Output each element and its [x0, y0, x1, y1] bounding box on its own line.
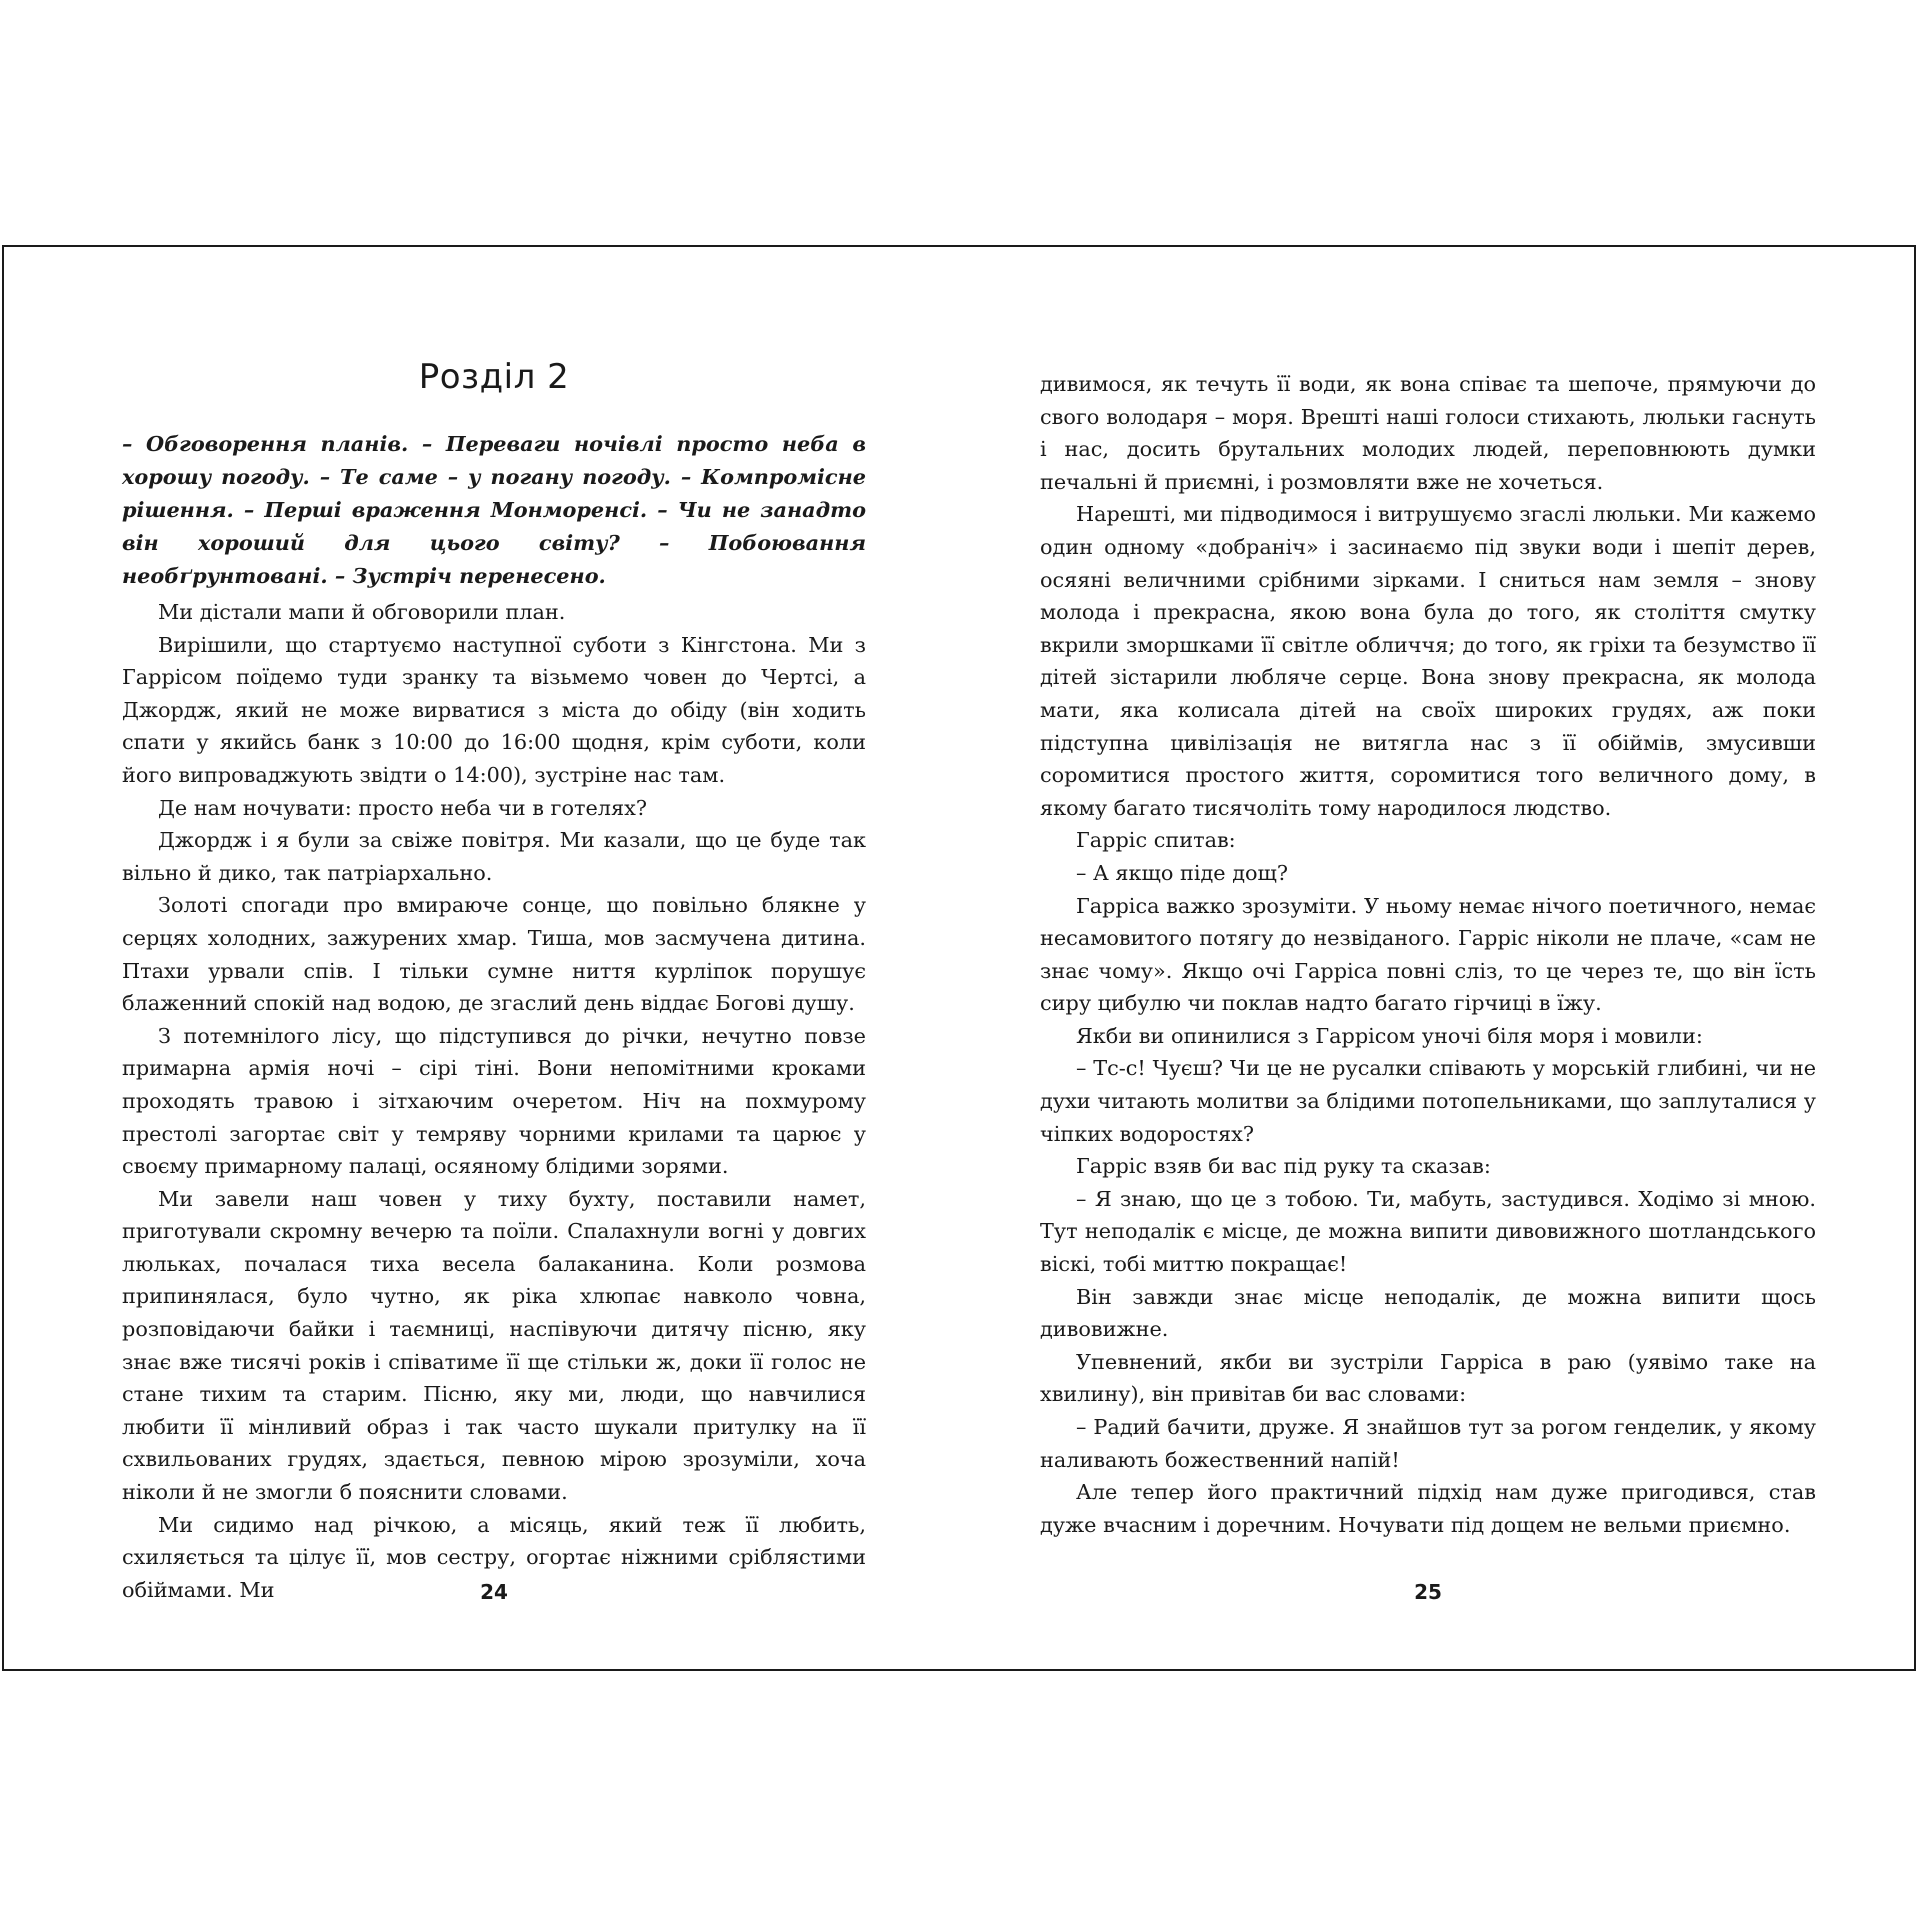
- chapter-summary: – Обговорення планів. – Переваги ночівлі просто неба в хорошу погоду. – Те саме – у погану погоду. – Компромісне рішення. – Перші враження Монморенсі. – Чи не занадто він хороший для цього світу? – Побоювання необґрунтовані. – Зустріч перенесено.: [122, 431, 866, 588]
- paragraph: – Тс-с! Чуєш? Чи це не русалки співають у морській глибині, чи не духи читають молитви за блідими потопельниками, що заплуталися у чіпких водоростях?: [1040, 1056, 1816, 1146]
- paragraph: Ми завели наш човен у тиху бухту, поставили намет, приготували скромну вечерю та поїли. Спалахнули вогні у довгих люльках, почалася тиха весела балаканина. Коли розмова припинялася, було чутно, як ріка хлюпає навколо човна, розповідаючи байки і таємниці, наспівуючи дитячу пісню, яку знає вже тисячі років і співатиме її ще стільки ж, доки її голос не стане тихим та старим. Пісню, яку ми, люди, що навчилися любити її мінливий образ і так часто шукали притулку на її схвильованих грудях, здається, певною мірою зрозуміли, хоча ніколи й не змогли б пояснити словами.: [122, 1186, 866, 1505]
- paragraph: Ми сидимо над річкою, а місяць, який теж її любить, схиляється та цілує її, мов сестру, огортає ніжними сріблястими обіймами. Ми: [122, 1512, 866, 1602]
- paragraph: – Я знаю, що це з тобою. Ти, мабуть, застудився. Ходімо зі мною. Тут неподалік є місце, де можна випити дивовижного шотландського віскі, тобі миттю покращає!: [1040, 1186, 1816, 1277]
- right-page-body: [1040, 368, 1816, 1541]
- page-number-left: 24: [480, 1580, 508, 1604]
- paragraph: Гарріс взяв би вас під руку та сказав:: [1076, 1154, 1491, 1179]
- paragraph: Гарріса важко зрозуміти. У ньому немає нічого поетичного, немає несамовитого потягу до незвіданого. Гарріс ніколи не плаче, «сам не знає чому». Якщо очі Гарріса повні сліз, то це через те, що він їсть сиру цибулю чи поклав надто багато гірчиці в їжу.: [1040, 893, 1816, 1016]
- chapter-title: Розділ 2: [418, 357, 570, 397]
- paragraph: дивимося, як течуть її води, як вона співає та шепоче, прямуючи до свого володаря – моря. Врешті наші голоси стихають, люльки гаснуть і нас, досить брутальних молодих людей, переповнюють думки печальні й приємні, і розмовляти вже не хочеться.: [1040, 372, 1816, 494]
- paragraph: – А якщо піде дощ?: [1076, 860, 1289, 885]
- paragraph: Гарріс спитав:: [1076, 828, 1236, 853]
- left-page: [122, 247, 866, 1669]
- left-page-body: [122, 596, 866, 1606]
- paragraph: Джордж і я були за свіже повітря. Ми казали, що це буде так вільно й дико, так патріархально.: [122, 828, 866, 885]
- paragraph: З потемнілого лісу, що підступився до річки, нечутно повзе примарна армія ночі – сірі тіні. Вони непомітними кроками проходять травою і зітхаючим очеретом. Ніч на похмурому престолі загортає світ у темряву чорними крилами та царює у своєму примарному палаці, осяяному блідими зорями.: [122, 1023, 866, 1179]
- paragraph: Ми дістали мапи й обговорили план.: [158, 600, 566, 624]
- paragraph: Вирішили, що стартуємо наступної суботи з Кінгстона. Ми з Гаррісом поїдемо туди зранку та візьмемо човен до Чертсі, а Джордж, який не може вирватися з міста до обіду (він ходить спати у якийсь банк з 10:00 до 16:00 щодня, крім суботи, коли його випроваджують звідти о 14:00), зустріне нас там.: [122, 632, 866, 787]
- paragraph: Нарешті, ми підводимося і витрушуємо згаслі люльки. Ми кажемо один одному «добраніч» і засинаємо під звуки води і шепіт дерев, осяяні величними срібними зірками. І сниться нам земля – знову молода і прекрасна, якою вона була до того, як століття смутку вкрили зморшками її світле обличчя; до того, як гріхи та безумство її дітей зістарили любляче серце. Вона знову прекрасна, як молода мати, яка колисала дітей на своїх широких грудях, аж поки підступна цивілізація не витягла нас з її обіймів, змусивши соромитися простого життя, соромитися того величного дому, в якому багато тисячоліть тому народилося людство.: [1040, 502, 1816, 820]
- book-spread: [2, 245, 1916, 1671]
- page-number-right: 25: [1414, 1580, 1442, 1604]
- paragraph: Упевнений, якби ви зустріли Гарріса в раю (уявімо таке на хвилину), він привітав би вас словами:: [1040, 1349, 1816, 1407]
- paragraph: Якби ви опинилися з Гаррісом уночі біля моря і мовили:: [1076, 1023, 1703, 1048]
- paragraph: Але тепер його практичний підхід нам дуже пригодився, став дуже вчасним і доречним. Ночувати під дощем не вельми приємно.: [1040, 1480, 1816, 1537]
- paragraph: Де нам ночувати: просто неба чи в готелях?: [158, 795, 647, 820]
- paragraph: – Радий бачити, друже. Я знайшов тут за рогом генделик, у якому наливають божественний напій!: [1040, 1415, 1816, 1472]
- paragraph: Золоті спогади про вмираюче сонце, що повільно блякне у серцях холодних, зажурених хмар. Тиша, мов засмучена дитина. Птахи урвали спів. І тільки сумне ниття курліпок порушує блаженний спокій над водою, де згаслий день віддає Богові душу.: [122, 893, 866, 1016]
- right-page: [1040, 247, 1816, 1669]
- paragraph: Він завжди знає місце неподалік, де можна випити щось дивовижне.: [1040, 1284, 1816, 1342]
